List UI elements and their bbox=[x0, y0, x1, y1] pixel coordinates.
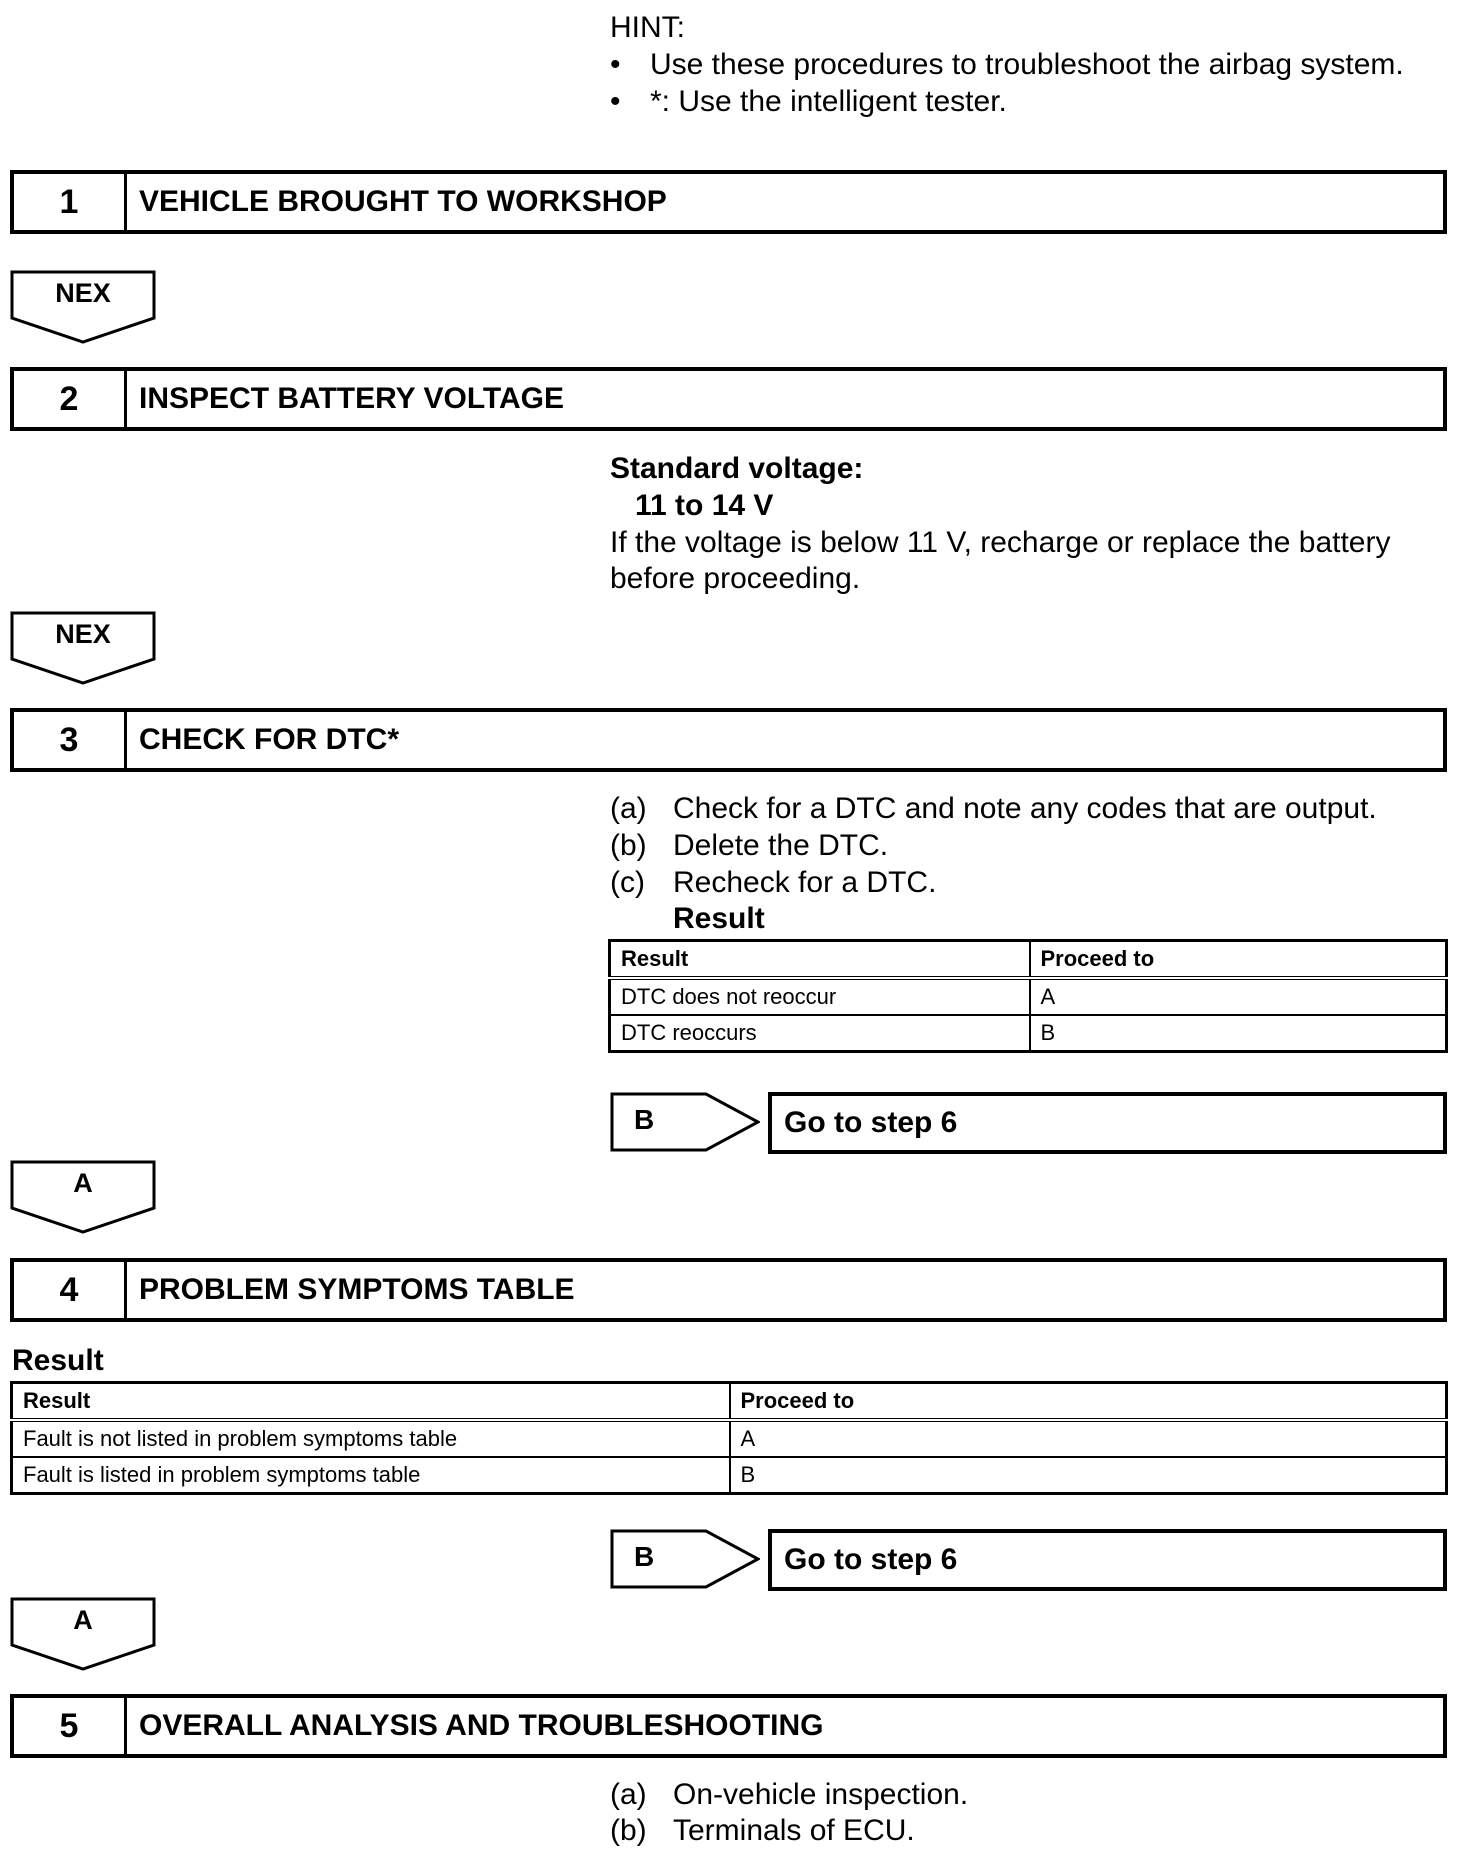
step-3-item-c-text: Recheck for a DTC. bbox=[673, 866, 937, 899]
step-4-branch-b-label: B bbox=[634, 1541, 655, 1572]
step-3-goto-link[interactable]: Go to step 6 bbox=[768, 1092, 1447, 1154]
standard-voltage-label: Standard voltage: bbox=[610, 452, 864, 485]
step-3-title: CHECK FOR DTC* bbox=[139, 723, 399, 756]
branch-a-arrow-1 bbox=[10, 1160, 156, 1234]
table-row bbox=[12, 1457, 1447, 1494]
next-arrow-1 bbox=[10, 270, 156, 344]
step-3-number: 3 bbox=[14, 712, 127, 768]
step-4-result-heading: Result bbox=[12, 1344, 104, 1377]
step-5-item-a-label: (a) bbox=[610, 1778, 647, 1811]
step-3-item-b bbox=[610, 828, 888, 864]
standard-voltage-value: 11 to 14 V bbox=[635, 489, 774, 522]
step-2-header bbox=[10, 367, 1447, 431]
step-3-result-heading: Result bbox=[673, 902, 765, 935]
step-4-number: 4 bbox=[14, 1262, 127, 1318]
branch-a-arrow-2 bbox=[10, 1597, 156, 1671]
table-cell: DTC reoccurs bbox=[610, 1015, 1030, 1052]
step-3-header bbox=[10, 708, 1447, 772]
right-arrow-icon bbox=[610, 1092, 760, 1152]
table-header-row bbox=[610, 941, 1447, 978]
step-3-item-b-label: (b) bbox=[610, 829, 647, 862]
next-arrow-2-label: NEX bbox=[55, 619, 111, 649]
table-cell: Fault is not listed in problem symptoms table bbox=[12, 1420, 730, 1457]
table-row bbox=[610, 978, 1447, 1015]
step-4-result-table bbox=[10, 1381, 1448, 1495]
hint-title: HINT: bbox=[610, 11, 685, 44]
step-3-item-c-label: (c) bbox=[610, 866, 645, 899]
table-header-cell: Proceed to bbox=[730, 1383, 1447, 1420]
table-row bbox=[12, 1420, 1447, 1457]
table-header-cell: Result bbox=[12, 1383, 730, 1420]
table-row bbox=[610, 1015, 1447, 1052]
table-cell: Fault is listed in problem symptoms table bbox=[12, 1457, 730, 1494]
step-5-item-b-text: Terminals of ECU. bbox=[673, 1814, 915, 1847]
step-2-number: 2 bbox=[14, 371, 127, 427]
table-cell: A bbox=[1030, 978, 1447, 1015]
step-4-branch-b bbox=[610, 1529, 760, 1589]
voltage-note-line2: before proceeding. bbox=[610, 562, 861, 595]
branch-a-arrow-2-label: A bbox=[73, 1605, 93, 1635]
step-5-header bbox=[10, 1694, 1447, 1758]
step-5-title: OVERALL ANALYSIS AND TROUBLESHOOTING bbox=[139, 1709, 824, 1742]
hint-bullet-1: • Use these procedures to troubleshoot the airbag system. bbox=[610, 48, 1404, 81]
step-5-item-a bbox=[610, 1777, 968, 1813]
step-4-goto-link[interactable]: Go to step 6 bbox=[768, 1529, 1447, 1591]
hint-bullet-2-text: *: Use the intelligent tester. bbox=[650, 85, 1007, 118]
step-5-item-b bbox=[610, 1813, 915, 1849]
step-1-header bbox=[10, 170, 1447, 234]
step-1-number: 1 bbox=[14, 174, 127, 230]
table-cell: B bbox=[730, 1457, 1447, 1494]
step-3-item-b-text: Delete the DTC. bbox=[673, 829, 889, 862]
step-3-item-c bbox=[610, 865, 936, 901]
next-arrow-1-label: NEX bbox=[55, 278, 111, 308]
table-header-cell: Result bbox=[610, 941, 1030, 978]
step-5-item-b-label: (b) bbox=[610, 1814, 647, 1847]
step-4-title: PROBLEM SYMPTOMS TABLE bbox=[139, 1273, 575, 1306]
step-1-title: VEHICLE BROUGHT TO WORKSHOP bbox=[139, 185, 667, 218]
step-2-title: INSPECT BATTERY VOLTAGE bbox=[139, 382, 565, 415]
branch-a-arrow-1-label: A bbox=[73, 1168, 93, 1198]
table-cell: B bbox=[1030, 1015, 1447, 1052]
hint-bullet-2: • *: Use the intelligent tester. bbox=[610, 85, 1007, 118]
step-3-item-a bbox=[610, 791, 1377, 827]
right-arrow-icon bbox=[610, 1529, 760, 1589]
step-3-item-a-label: (a) bbox=[610, 792, 647, 825]
step-5-number: 5 bbox=[14, 1698, 127, 1754]
step-3-result-table bbox=[608, 939, 1448, 1053]
voltage-note-line1: If the voltage is below 11 V, recharge or replace the battery bbox=[610, 526, 1391, 559]
table-header-cell: Proceed to bbox=[1030, 941, 1447, 978]
table-header-row bbox=[12, 1383, 1447, 1420]
table-cell: A bbox=[730, 1420, 1447, 1457]
step-4-header bbox=[10, 1258, 1447, 1322]
step-3-branch-b bbox=[610, 1092, 760, 1152]
next-arrow-2 bbox=[10, 611, 156, 685]
step-3-item-a-text: Check for a DTC and note any codes that are output. bbox=[673, 792, 1377, 825]
step-5-item-a-text: On-vehicle inspection. bbox=[673, 1778, 969, 1811]
table-cell: DTC does not reoccur bbox=[610, 978, 1030, 1015]
hint-bullet-1-text: Use these procedures to troubleshoot the airbag system. bbox=[650, 48, 1404, 81]
step-3-branch-b-label: B bbox=[634, 1104, 655, 1135]
